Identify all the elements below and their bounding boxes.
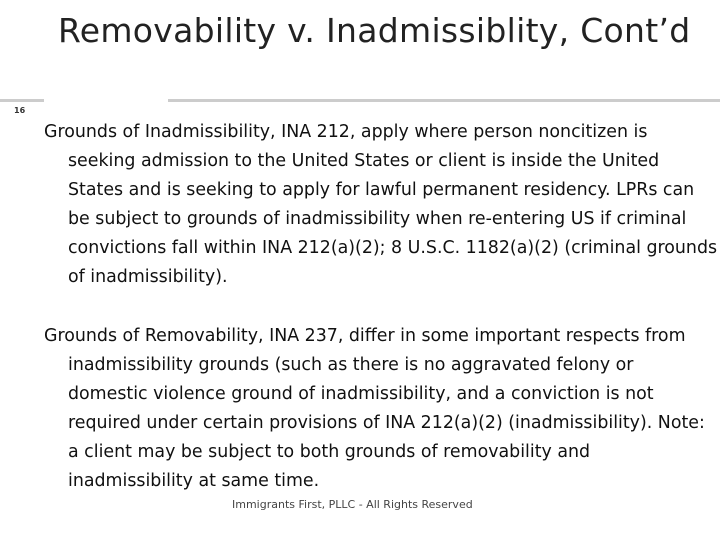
slide-number: 16 (14, 106, 26, 115)
paragraph-inadmissibility: Grounds of Inadmissibility, INA 212, apply where person noncitizen is seeking admission to the United States or client is inside the United States and is seeking to apply for lawful permanent residency. LPRs can be subject to grounds of inadmissibility when re-entering US if criminal convictions fall within INA 212(a)(2); 8 U.S.C. 1182(a)(2) (criminal grounds of inadmissibility). (44, 122, 718, 287)
footer-copyright: Immigrants First, PLLC - All Rights Reserved (232, 498, 473, 511)
title-divider-left (0, 99, 44, 102)
slide-title: Removability v. Inadmissiblity, Cont’d (58, 11, 691, 50)
paragraph-removability: Grounds of Removability, INA 237, differ in some important respects from inadmissibility grounds (such as there is no aggravated felony or domestic violence ground of inadmissibility, and a conviction is not required under certain provisions of INA 212(a)(2) (inadmissibility). Note: a client may be subject to both grounds of removability and inadmissibility at same time. (44, 326, 705, 491)
title-divider-right (168, 99, 720, 102)
